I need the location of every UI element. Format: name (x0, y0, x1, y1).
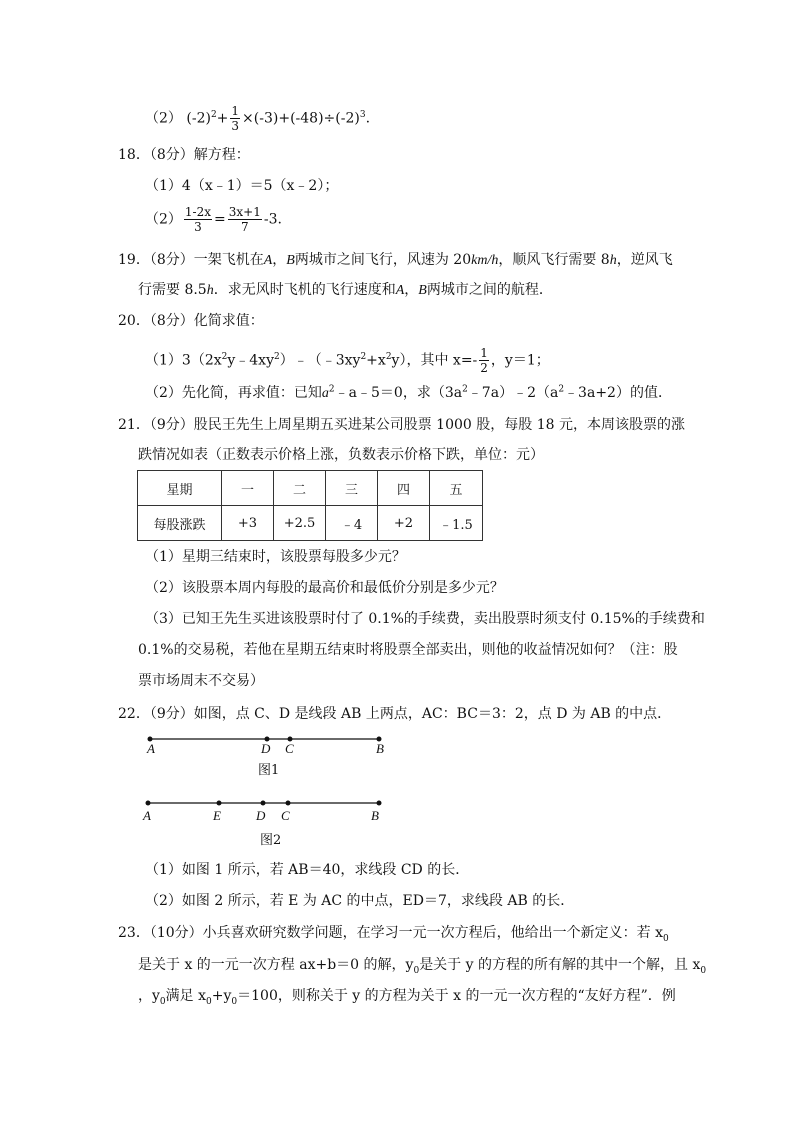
table-cell: +3 (222, 506, 274, 541)
point-a (146, 801, 151, 806)
text: 19．（8分）一架飞机在 (118, 252, 264, 268)
var-b: B (418, 283, 427, 298)
table-cell: 二 (274, 471, 326, 506)
exponent: 2 (360, 351, 367, 362)
text: ， (272, 252, 287, 268)
text: 是关于 y 的方程的所有解的其中一个解，且 x (419, 957, 701, 973)
exponent: 2 (328, 384, 335, 395)
text: x=- (452, 352, 478, 369)
label: （2） (145, 110, 182, 127)
q21-sub3-line1: （3）已知王先生买进该股票时付了 0.1%的手续费，卖出股票时须支付 0.15%的手续费和 (145, 611, 705, 627)
numerator: 3x+1 (228, 205, 261, 219)
text: 23．（10分）小兵喜欢研究数学问题，在学习一元一次方程后，他给出一个新定义：若 x (118, 925, 663, 941)
text: 两城市之间飞行，风速为 20 (294, 252, 472, 268)
subscript: 0 (413, 965, 420, 976)
fraction (230, 104, 240, 133)
stock-change-table (137, 470, 483, 541)
table-cell: +2.5 (274, 506, 326, 541)
q19-line1 (118, 251, 673, 270)
table-cell: 每股涨跌 (138, 506, 222, 541)
q22-line1: 22．（9分）如图，点 C、D 是线段 AB 上两点，AC：BC＝3：2，点 D 为 AB 的中点． (118, 706, 672, 722)
label-a: A (143, 808, 151, 823)
var-a: A (395, 283, 405, 298)
var-a: A (263, 253, 273, 268)
period: . (365, 110, 371, 127)
caption: 图2 (260, 833, 282, 848)
table-cell: ﹣1.5 (430, 506, 483, 541)
q18-part1: （1）4（x﹣1）＝5（x﹣2）； (145, 178, 339, 194)
table-cell: 四 (378, 471, 430, 506)
unit: h (206, 283, 214, 298)
text: 行需要 8.5 (138, 282, 207, 298)
q23-line2 (138, 956, 706, 974)
caption: 图1 (258, 763, 280, 778)
text: （1）3（2x (145, 352, 222, 369)
exponent: 2 (273, 351, 280, 362)
text: +x (366, 352, 386, 369)
point-c (286, 801, 291, 806)
text: ，顺风飞行需要 8 (498, 252, 610, 268)
denominator: 3 (231, 119, 240, 133)
q20-part1 (145, 346, 550, 375)
q18-header: 18．（8分）解方程： (118, 147, 250, 163)
table-cell: 一 (222, 471, 274, 506)
numerator: 1 (231, 104, 240, 118)
term: -3. (263, 211, 282, 228)
text: y﹣4xy (227, 352, 274, 369)
operator: + (216, 110, 229, 127)
point-b (377, 801, 382, 806)
table-cell: 星期 (138, 471, 222, 506)
text: ，y＝1； (490, 352, 550, 369)
term: (-2) (186, 110, 211, 127)
exponent: 2 (210, 109, 217, 120)
text: y），其中 (391, 352, 449, 369)
subscript: 0 (206, 996, 212, 1007)
exponent: 2 (462, 384, 468, 395)
text: ，y (138, 988, 160, 1004)
exponent: 2 (385, 351, 392, 362)
text: 满足 x (165, 988, 207, 1004)
q23-line3 (138, 987, 676, 1005)
text: ＝100，则称关于 y 的方程为关于 x 的一元一次方程的“友好方程”．例 (237, 988, 676, 1004)
q22-sub1: （1）如图 1 所示，若 AB＝40，求线段 CD 的长． (145, 862, 470, 878)
label-e: E (213, 808, 221, 823)
q18-part2 (145, 205, 282, 234)
numerator: 1-2x (184, 205, 212, 219)
denominator: 3 (194, 220, 202, 234)
q21-line1: 21．（9分）股民王先生上周星期五买进某公司股票 1000 股，每股 18 元，本周该股票的涨 (118, 417, 685, 433)
q21-line2: 跌情况如表（正数表示价格上涨，负数表示价格下跌，单位：元） (138, 447, 544, 463)
text: 两城市之间的航程． (426, 282, 553, 298)
text: ， (404, 282, 419, 298)
label-d: D (261, 741, 271, 756)
q22-sub2: （2）如图 2 所示，若 E 为 AC 的中点，ED＝7，求线段 AB 的长． (145, 893, 575, 909)
q21-sub3-line2: 0.1%的交易税，若他在星期五结束时将股票全部卖出，则他的收益情况如何？（注：股 (138, 642, 678, 658)
table-row (138, 506, 483, 541)
text: ）﹣（﹣3xy (279, 352, 361, 369)
q21-sub3-line3: 票市场周末不交易） (138, 673, 264, 689)
table-cell: 三 (326, 471, 378, 506)
point-e (217, 801, 222, 806)
fraction (184, 205, 212, 234)
numerator: 1 (480, 346, 488, 360)
q19-line2 (138, 281, 553, 300)
text: ﹣3a+2）的值． (564, 385, 672, 401)
q21-sub2: （2）该股票本周内每股的最高价和最低价分别是多少元？ (145, 580, 504, 596)
label: （2） (145, 211, 182, 228)
text: ，逆风飞 (616, 252, 673, 268)
exponent: 2 (558, 384, 565, 395)
denominator: 7 (240, 220, 249, 234)
text: ．求无风时飞机的飞行速度和 (213, 282, 396, 298)
label-b: B (376, 741, 384, 756)
label-d: D (256, 808, 266, 823)
table-cell: ﹣4 (326, 506, 378, 541)
label-c: C (281, 808, 290, 823)
figure-2 (0, 792, 794, 850)
label-a: A (147, 741, 155, 756)
fraction (479, 346, 489, 375)
point-d (261, 801, 266, 806)
q17-part2 (145, 104, 370, 133)
text: ﹣7a）﹣2（a (467, 385, 559, 401)
subscript: 0 (159, 996, 166, 1007)
label-c: C (285, 741, 294, 756)
text: （2）先化简，再求值：已知 (145, 385, 322, 401)
unit: h (609, 253, 617, 268)
unit: km/h (471, 253, 499, 268)
q21-sub1: （1）星期三结束时，该股票每股多少元？ (145, 549, 406, 565)
text: +y (211, 988, 232, 1004)
label-b: B (371, 808, 379, 823)
term: ×(-3)+(-48)÷(-2) (242, 110, 360, 127)
q20-header: 20．（8分）化简求值： (118, 313, 264, 329)
denominator: 2 (480, 361, 488, 375)
text: 是关于 x 的一元一次方程 ax+b＝0 的解，y (138, 957, 414, 973)
var-b: B (286, 253, 295, 268)
var-a: a (321, 386, 329, 401)
figure-1 (0, 728, 794, 780)
operator: = (214, 211, 226, 228)
table-cell: +2 (378, 506, 430, 541)
table-cell: 五 (430, 471, 483, 506)
table-row (138, 471, 483, 506)
exponent: 2 (221, 351, 228, 362)
subscript: 0 (662, 933, 669, 944)
q20-part2 (145, 384, 672, 403)
subscript: 0 (700, 965, 707, 976)
q23-line1 (118, 924, 669, 942)
text: ﹣a﹣5＝0，求（3a (334, 385, 463, 401)
subscript: 0 (231, 996, 238, 1007)
exponent: 3 (359, 109, 366, 120)
fraction (228, 205, 262, 234)
